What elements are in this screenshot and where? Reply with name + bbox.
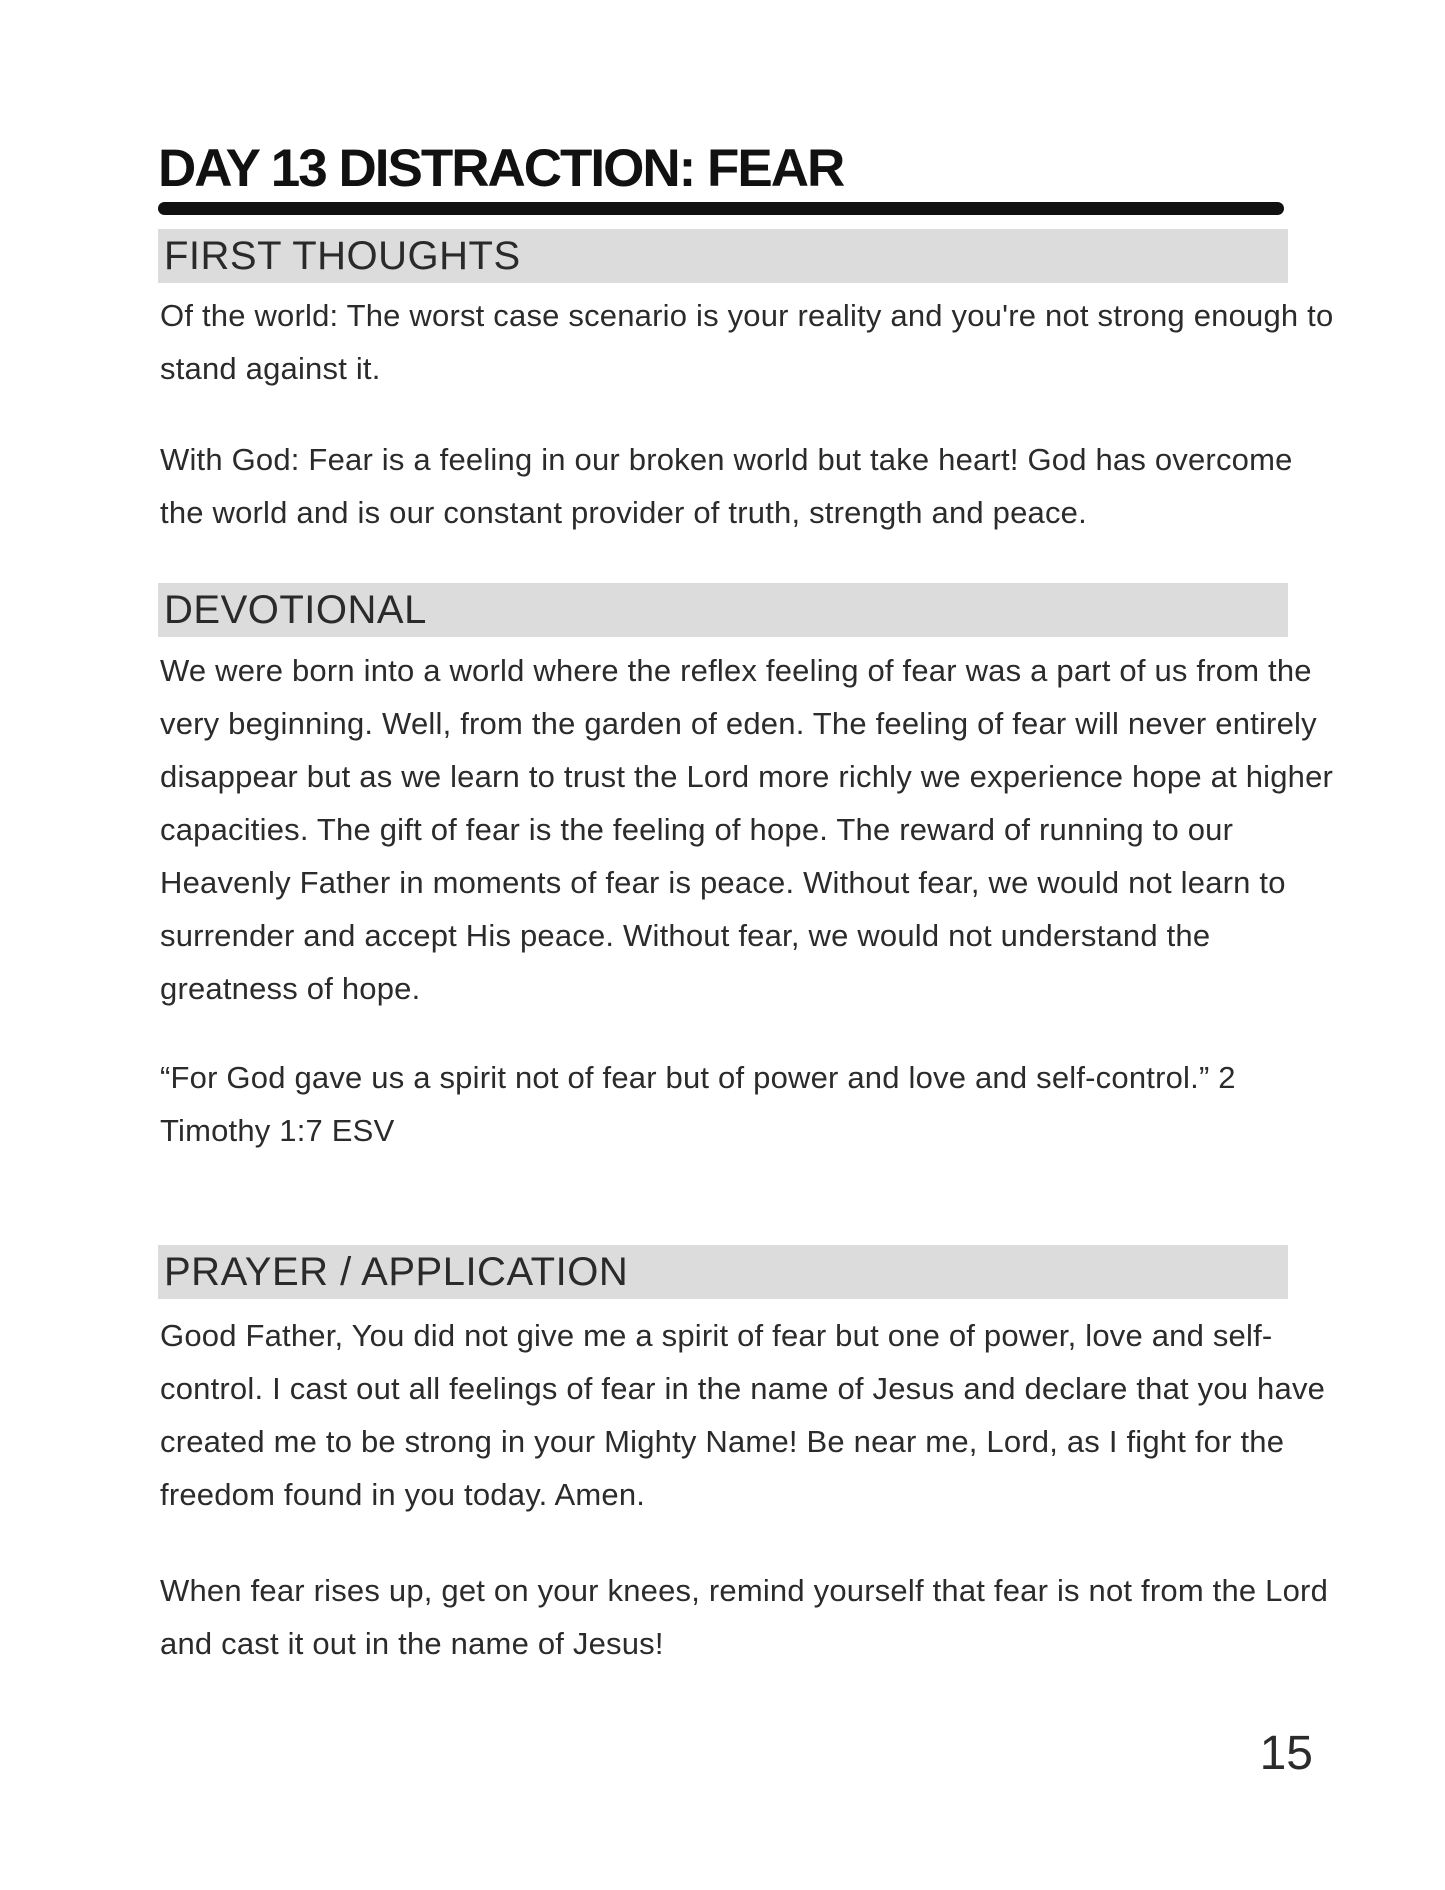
paragraph-prayer: Good Father, You did not give me a spirit of fear but one of power, love and self-control. I cast out all feelings of fear in the name of Jesus and declare that you have created me to be strong in your Mighty Name! Be near me, Lord, as I fight for the freedom found in you today. Amen. [160,1318,1326,1512]
section-header-first-thoughts [158,229,1288,283]
page-number: 15 [1259,1727,1313,1780]
section-header-devotional [158,583,1288,637]
page-title: DAY 13 DISTRACTION: FEAR [158,139,844,198]
paragraph-application: When fear rises up, get on your knees, remind yourself that fear is not from the Lord and cast it out in the name of Jesus! [160,1573,1329,1661]
paragraph-of-the-world: Of the world: The worst case scenario is your reality and you're not strong enough to stand against it. [160,298,1334,386]
paragraph-scripture-verse: “For God gave us a spirit not of fear but of power and love and self-control.” 2 Timothy 1:7 ESV [160,1060,1236,1148]
section-header-prayer-application [158,1245,1288,1299]
paragraph-devotional: We were born into a world where the reflex feeling of fear was a part of us from the very beginning. Well, from the garden of eden. The feeling of fear will never entirely disappear but as we learn to trust the Lord more richly we experience hope at higher capacities. The gift of fear is the feeling of hope. The reward of running to our Heavenly Father in moments of fear is peace. Without fear, we would not learn to surrender and accept His peace. Without fear, we would not understand the greatness of hope. [160,653,1334,1006]
section-header-devotional-label: DEVOTIONAL [164,588,427,632]
section-header-prayer-application-label: PRAYER / APPLICATION [164,1250,629,1294]
section-header-first-thoughts-label: FIRST THOUGHTS [164,234,521,278]
paragraph-with-god: With God: Fear is a feeling in our broken world but take heart! God has overcome the world and is our constant provider of truth, strength and peace. [160,442,1293,530]
title-underline-rule [158,202,1284,215]
